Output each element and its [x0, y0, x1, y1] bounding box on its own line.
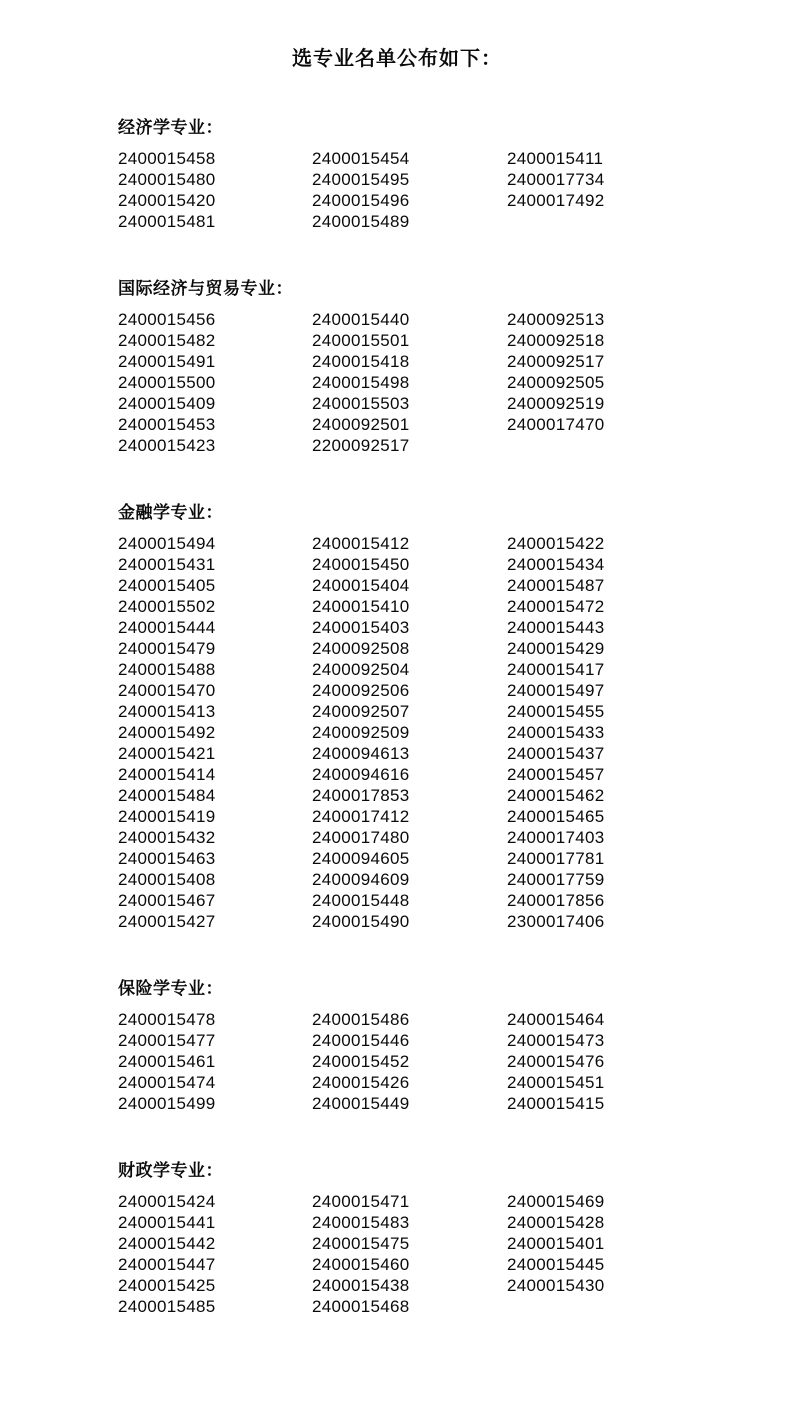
student-id: 2400015415	[507, 1094, 605, 1113]
student-id: 2400015427	[118, 912, 216, 931]
student-id: 2400092508	[312, 639, 410, 658]
student-id: 2400015490	[312, 912, 410, 931]
section-heading: 财政学专业：	[118, 1161, 223, 1180]
student-id: 2400015475	[312, 1234, 410, 1253]
student-id: 2400092507	[312, 702, 410, 721]
student-id: 2400015431	[118, 555, 216, 574]
section-heading: 国际经济与贸易专业：	[118, 279, 293, 298]
student-id: 2400015498	[312, 373, 410, 392]
student-id: 2400015421	[118, 744, 216, 763]
student-id: 2400015404	[312, 576, 410, 595]
student-id: 2400015453	[118, 415, 216, 434]
student-id: 2400015445	[507, 1255, 605, 1274]
student-id: 2400015429	[507, 639, 605, 658]
student-id: 2400015444	[118, 618, 216, 637]
student-id: 2400015420	[118, 191, 216, 210]
major-section	[118, 117, 734, 232]
student-id: 2400015497	[507, 681, 605, 700]
student-id: 2400015482	[118, 331, 216, 350]
student-id: 2400092506	[312, 681, 410, 700]
student-id: 2400094613	[312, 744, 410, 763]
page-title: 选专业名单公布如下：	[292, 48, 502, 70]
student-id-grid	[118, 148, 734, 232]
student-id-grid	[118, 1191, 734, 1317]
student-id: 2400015426	[312, 1073, 410, 1092]
major-section	[118, 278, 734, 456]
student-id: 2400015464	[507, 1010, 605, 1029]
student-id: 2400015449	[312, 1094, 410, 1113]
student-id: 2400092519	[507, 394, 605, 413]
student-id: 2400015410	[312, 597, 410, 616]
student-id: 2400015481	[118, 212, 216, 231]
student-id: 2400015476	[507, 1052, 605, 1071]
student-id: 2400017470	[507, 415, 605, 434]
student-id: 2400015477	[118, 1031, 216, 1050]
student-id: 2400015405	[118, 576, 216, 595]
student-id: 2400015423	[118, 436, 216, 455]
student-id: 2400015430	[507, 1276, 605, 1295]
student-id: 2400094605	[312, 849, 410, 868]
student-id: 2400015443	[507, 618, 605, 637]
student-id: 2400015438	[312, 1276, 410, 1295]
major-section	[118, 502, 734, 932]
student-id: 2400015413	[118, 702, 216, 721]
student-id: 2400092501	[312, 415, 410, 434]
student-id: 2400017781	[507, 849, 605, 868]
student-id: 2400092517	[507, 352, 605, 371]
student-id: 2400015437	[507, 744, 605, 763]
student-id: 2400015411	[507, 149, 604, 168]
student-id: 2400015447	[118, 1255, 216, 1274]
student-id: 2400017856	[507, 891, 605, 910]
student-id: 2400017412	[312, 807, 410, 826]
student-id: 2400015418	[312, 352, 410, 371]
student-id: 2400015474	[118, 1073, 216, 1092]
student-id: 2400015428	[507, 1213, 605, 1232]
student-id: 2400015485	[118, 1297, 216, 1316]
document-page	[0, 48, 794, 1317]
student-id: 2400015503	[312, 394, 410, 413]
student-id: 2400017480	[312, 828, 410, 847]
student-id: 2400015425	[118, 1276, 216, 1295]
student-id: 2400015494	[118, 534, 216, 553]
student-id: 2400015496	[312, 191, 410, 210]
student-id-grid	[118, 533, 734, 932]
section-heading: 保险学专业：	[118, 979, 223, 998]
student-id: 2200092517	[312, 436, 410, 455]
student-id: 2400015473	[507, 1031, 605, 1050]
student-id: 2400015470	[118, 681, 216, 700]
student-id: 2300017406	[507, 912, 605, 931]
student-id: 2400015465	[507, 807, 605, 826]
student-id: 2400015495	[312, 170, 410, 189]
student-id: 2400015441	[118, 1213, 216, 1232]
student-id: 2400015499	[118, 1094, 216, 1113]
student-id: 2400015417	[507, 660, 605, 679]
student-id: 2400015472	[507, 597, 605, 616]
student-id: 2400015432	[118, 828, 216, 847]
student-id: 2400092513	[507, 310, 605, 329]
student-id: 2400015484	[118, 786, 216, 805]
student-id: 2400015488	[118, 660, 216, 679]
student-id: 2400015409	[118, 394, 216, 413]
student-id: 2400015469	[507, 1192, 605, 1211]
student-id: 2400015433	[507, 723, 605, 742]
student-id: 2400015478	[118, 1010, 216, 1029]
student-id: 2400017734	[507, 170, 605, 189]
student-id: 2400015471	[312, 1192, 410, 1211]
student-id: 2400015463	[118, 849, 216, 868]
student-id: 2400015408	[118, 870, 216, 889]
student-id: 2400015448	[312, 891, 410, 910]
student-id: 2400015502	[118, 597, 216, 616]
student-id: 2400015434	[507, 555, 605, 574]
student-id: 2400015442	[118, 1234, 216, 1253]
student-id: 2400015450	[312, 555, 410, 574]
student-id: 2400092504	[312, 660, 410, 679]
student-id: 2400015454	[312, 149, 410, 168]
major-section	[118, 1160, 734, 1317]
sections-container	[0, 117, 794, 1317]
student-id: 2400015491	[118, 352, 216, 371]
student-id: 2400015458	[118, 149, 216, 168]
student-id: 2400015446	[312, 1031, 410, 1050]
student-id: 2400015422	[507, 534, 605, 553]
student-id: 2400015479	[118, 639, 216, 658]
student-id: 2400092505	[507, 373, 605, 392]
student-id: 2400015424	[118, 1192, 216, 1211]
student-id: 2400015486	[312, 1010, 410, 1029]
student-id: 2400015468	[312, 1297, 410, 1316]
student-id: 2400017403	[507, 828, 605, 847]
student-id: 2400015412	[312, 534, 410, 553]
student-id: 2400015457	[507, 765, 605, 784]
student-id: 2400015403	[312, 618, 410, 637]
student-id: 2400015501	[312, 331, 410, 350]
student-id-grid	[118, 309, 734, 456]
student-id: 2400015467	[118, 891, 216, 910]
student-id: 2400092509	[312, 723, 410, 742]
student-id: 2400092518	[507, 331, 605, 350]
section-heading: 经济学专业：	[118, 118, 223, 137]
student-id: 2400015492	[118, 723, 216, 742]
student-id: 2400017853	[312, 786, 410, 805]
student-id: 2400094609	[312, 870, 410, 889]
student-id: 2400015480	[118, 170, 216, 189]
student-id: 2400015452	[312, 1052, 410, 1071]
section-heading: 金融学专业：	[118, 503, 223, 522]
student-id-grid	[118, 1009, 734, 1114]
student-id: 2400015456	[118, 310, 216, 329]
student-id: 2400015401	[507, 1234, 605, 1253]
major-section	[118, 978, 734, 1114]
student-id: 2400015419	[118, 807, 216, 826]
student-id: 2400015451	[507, 1073, 605, 1092]
student-id: 2400015483	[312, 1213, 410, 1232]
student-id: 2400017759	[507, 870, 605, 889]
student-id: 2400015461	[118, 1052, 216, 1071]
student-id: 2400015489	[312, 212, 410, 231]
student-id: 2400094616	[312, 765, 410, 784]
student-id: 2400015460	[312, 1255, 410, 1274]
student-id: 2400015414	[118, 765, 216, 784]
student-id: 2400015440	[312, 310, 410, 329]
student-id: 2400015462	[507, 786, 605, 805]
student-id: 2400015487	[507, 576, 605, 595]
student-id: 2400017492	[507, 191, 605, 210]
student-id: 2400015500	[118, 373, 216, 392]
student-id: 2400015455	[507, 702, 605, 721]
